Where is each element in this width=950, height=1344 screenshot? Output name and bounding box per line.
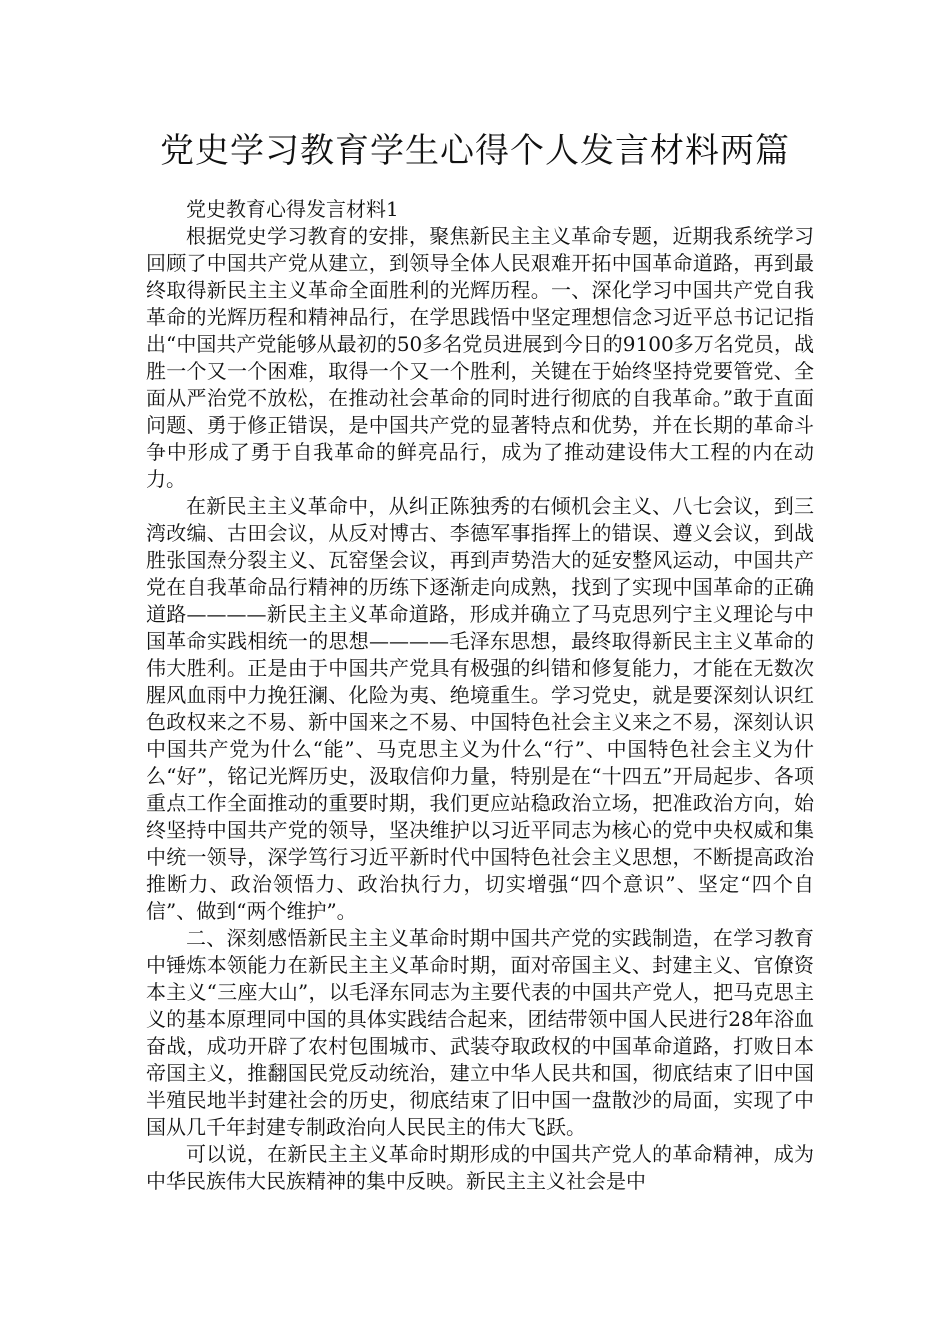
document-title: 党史学习教育学生心得个人发言材料两篇 [160, 131, 790, 171]
paragraph: 二、深刻感悟新民主主义革命时期中国共产党的实践制造，在学习教育中锤炼本领能力在新民主主义革命时期，面对帝国主义、封建主义、官僚资本主义“三座大山”，以毛泽东同志为主要代表的中国共产党人，把马克思主义的基本原理同中国的具体实践结合起来，团结带领中国人民进行28年浴血奋战，成功开辟了农村包围城市、武装夺取政权的中国革命道路，打败日本帝国主义，推翻国民党反动统治，建立中华人民共和国，彻底结束了旧中国半殖民地半封建社会的历史，彻底结束了旧中国一盘散沙的局面，实现了中国从几千年封建专制政治向人民民主的伟大飞跃。 [146, 926, 814, 1139]
paragraph: 根据党史学习教育的安排，聚焦新民主主义革命专题，近期我系统学习回顾了中国共产党从建立，到领导全体人民艰难开拓中国革命道路，再到最终取得新民主主义革命全面胜利的光辉历程。一、深化学习中国共产党自我革命的光辉历程和精神品行，在学思践悟中坚定理想信念习近平总书记记指出“中国共产党能够从最初的50多名党员进展到今日的9100多万名党员，战胜一个又一个困难，取得一个又一个胜利，关键在于始终坚持党要管党、全面从严治党不放松，在推动社会革命的同时进行彻底的自我革命。”敢于直面问题、勇于修正错误，是中国共产党的显著特点和优势，并在长期的革命斗争中形成了勇于自我革命的鲜亮品行，成为了推动建设伟大工程的内在动力。 [146, 224, 814, 491]
paragraph: 可以说，在新民主主义革命时期形成的中国共产党人的革命精神，成为中华民族伟大民族精神的集中反映。新民主主义社会是中 [146, 1142, 814, 1193]
document-body [146, 196, 814, 1195]
paragraph: 在新民主主义革命中，从纠正陈独秀的右倾机会主义、八七会议，到三湾改编、古田会议，从反对博古、李德军事指挥上的错误、遵义会议，到战胜张国焘分裂主义、瓦窑堡会议，再到声势浩大的延安整风运动，中国共产党在自我革命品行精神的历练下逐渐走向成熟，找到了实现中国革命的正确道路————新民主主义革命道路，形成并确立了马克思列宁主义理论与中国革命实践相统一的思想————毛泽东思想，最终取得新民主主义革命的伟大胜利。正是由于中国共产党具有极强的纠错和修复能力，才能在无数次腥风血雨中力挽狂澜、化险为夷、绝境重生。学习党史，就是要深刻认识红色政权来之不易、新中国来之不易、中国特色社会主义来之不易，深刻认识中国共产党为什么“能”、马克思主义为什么“行”、中国特色社会主义为什么“好”，铭记光辉历史，汲取信仰力量，特别是在“十四五”开局起步、各项重点工作全面推动的重要时期，我们更应站稳政治立场，把准政治方向，始终坚持中国共产党的领导，坚决维护以习近平同志为核心的党中央权威和集中统一领导，深学笃行习近平新时代中国特色社会主义思想，不断提高政治推断力、政治领悟力、政治执行力，切实增强“四个意识”、坚定“四个自信”、做到“两个维护”。 [146, 494, 814, 923]
section-heading: 党史教育心得发言材料1 [186, 197, 399, 221]
